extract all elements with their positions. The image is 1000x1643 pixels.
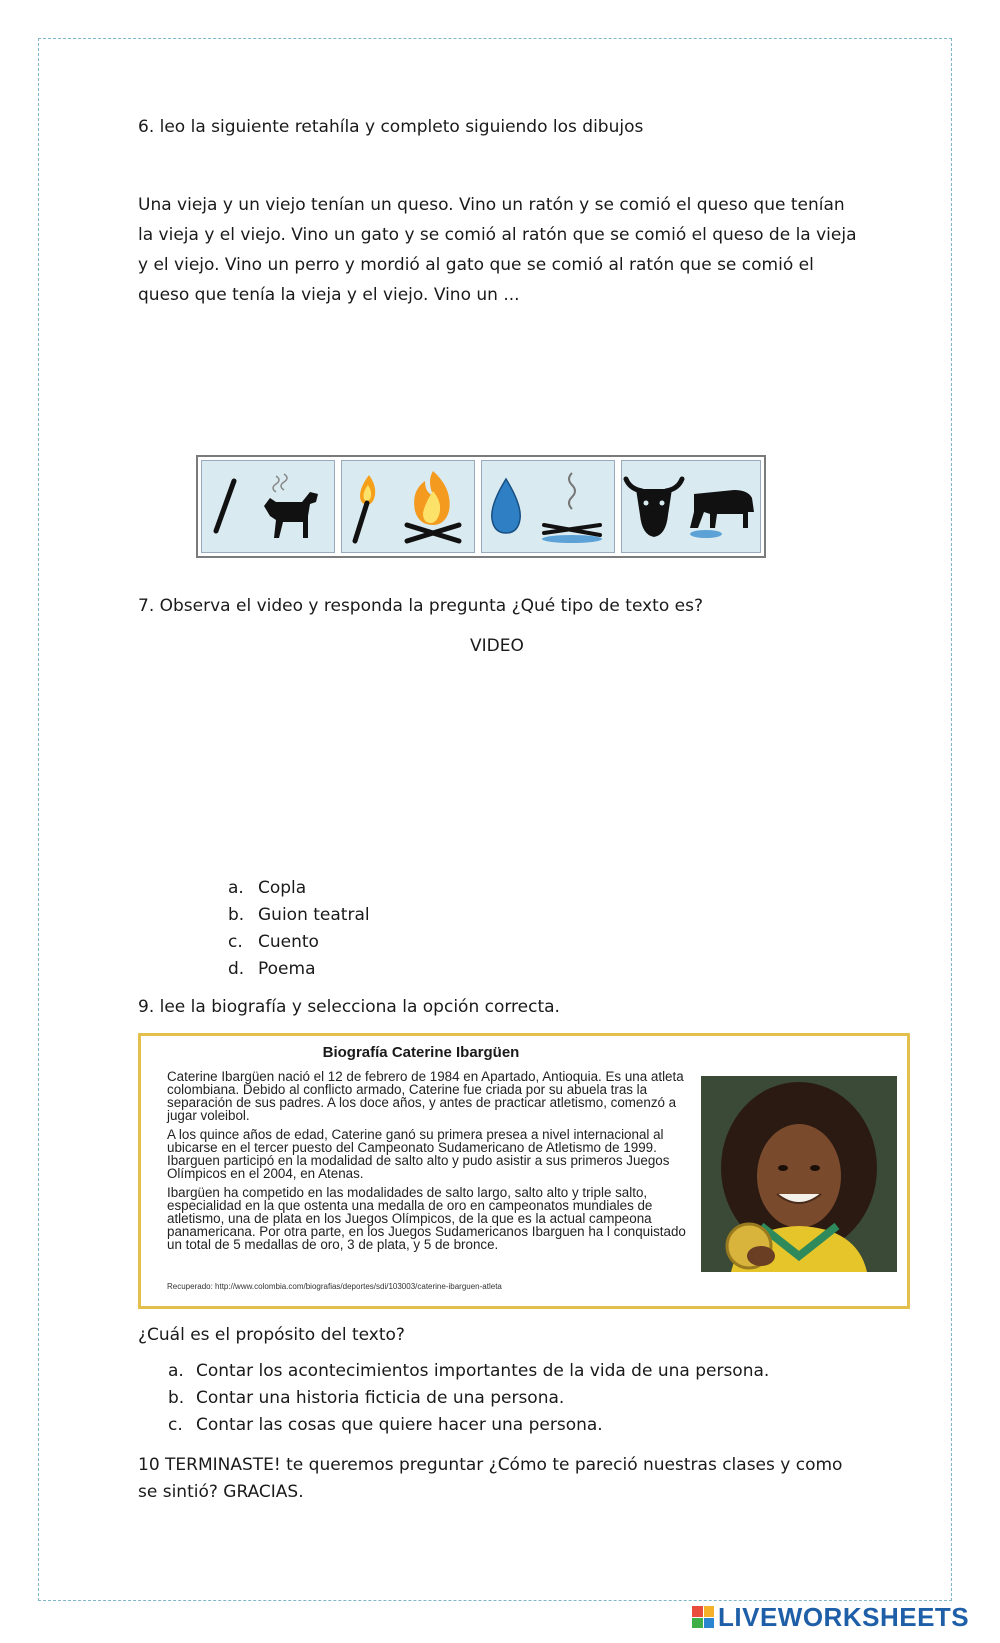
question-10-text: 10 TERMINASTE! te queremos preguntar ¿Cómo te pareció nuestras clases y como se sintió? GRACIAS. (138, 1455, 843, 1502)
option-text: Copla (258, 878, 307, 898)
athlete-photo (701, 1076, 897, 1272)
picture-strip (196, 455, 766, 558)
option-row[interactable] (228, 875, 370, 902)
picture-panel-1 (201, 460, 335, 553)
option-text: Contar los acontecimientos importantes de la vida de una persona. (196, 1361, 770, 1381)
campfire-icon (397, 467, 469, 547)
biography-title: Biografía Caterine Ibargüen (322, 1044, 520, 1061)
option-letter: c. (228, 932, 243, 952)
biography-box (138, 1033, 910, 1309)
biography-paragraph: Ibargüen ha competido en las modalidades de salto largo, salto alto y triple salto, especialidad en la que ostenta una medalla de oro en campeonatos mundiales de atletismo, una de plata en los Juegos Olímpicos, de la que es la actual campeona panamericana. Por otra parte, en los Juegos Sudamericanos Ibarguen ha l conquistado un total de 5 medallas de oro, 3 de plata, y 5 de bronce. (167, 1185, 686, 1252)
option-row[interactable] (168, 1358, 769, 1385)
option-row[interactable] (168, 1385, 769, 1412)
option-row[interactable] (228, 929, 370, 956)
story-text: Una vieja y un viejo tenían un queso. Vino un ratón y se comió el queso que tenían la vieja y el viejo. Vino un gato y se comió al ratón que se comió el queso de la vieja y el viejo. Vino un perro y mordió al gato que se comió al ratón que se comió el queso que tenía la vieja y el viejo. Vino un ... (138, 195, 857, 305)
video-placeholder[interactable]: VIDEO (470, 636, 524, 656)
athlete-portrait-icon (701, 1076, 897, 1272)
option-letter: a. (228, 878, 244, 898)
option-row[interactable] (228, 956, 370, 983)
option-text: Cuento (258, 932, 319, 952)
ox-drinking-icon (686, 472, 760, 542)
option-letter: b. (228, 905, 245, 925)
question-9-options (168, 1358, 769, 1439)
extinguished-fire-icon (536, 469, 608, 545)
option-text: Poema (258, 959, 316, 979)
option-letter: b. (168, 1388, 185, 1408)
biography-source: Recuperado: http://www.colombia.com/biografias/deportes/sdi/103003/caterine-ibarguen-atleta (167, 1282, 502, 1291)
option-letter: c. (168, 1415, 183, 1435)
option-text: Contar una historia ficticia de una persona. (196, 1388, 565, 1408)
logo-text: LIVEWORKSHEETS (718, 1601, 970, 1632)
biography-paragraph: A los quince años de edad, Caterine ganó su primera presea a nivel internacional al ubicarse en el tercer puesto del Campeonato Sudamericano de Atletismo de 1999. Ibarguen participó en la modalidad de salto alto y pudo asistir a sus primeros Juegos Olímpicos en el 2004, en Atenas. (167, 1127, 670, 1181)
question-6-prompt: 6. leo la siguiente retahíla y completo siguiendo los dibujos (138, 117, 644, 137)
stick-icon (210, 477, 240, 537)
purpose-question: ¿Cuál es el propósito del texto? (138, 1325, 405, 1345)
biography-text (167, 1070, 697, 1257)
dog-icon (256, 472, 326, 542)
liveworksheets-logo (692, 1597, 969, 1637)
question-7-options (228, 875, 370, 983)
option-letter: a. (168, 1361, 184, 1381)
match-flame-icon (347, 469, 387, 545)
option-row[interactable] (168, 1412, 769, 1439)
option-row[interactable] (228, 902, 370, 929)
water-drop-icon (488, 475, 524, 539)
question-9-prompt: 9. lee la biografía y selecciona la opción correcta. (138, 997, 560, 1017)
biography-paragraph: Caterine Ibargüen nació el 12 de febrero de 1984 en Apartado, Antioquia. Es una atleta colombiana. Debido al conflicto armado, Caterine fue criada por su abuela tras la separación de sus padres. A los doce años, y antes de practicar atletismo, comenzó a jugar voleibol. (167, 1069, 684, 1123)
logo-squares-icon (692, 1606, 714, 1628)
picture-panel-2 (341, 460, 475, 553)
option-text: Contar las cosas que quiere hacer una persona. (196, 1415, 603, 1435)
option-text: Guion teatral (258, 905, 370, 925)
option-letter: d. (228, 959, 245, 979)
picture-panel-3 (481, 460, 615, 553)
question-7-prompt: 7. Observa el video y responda la pregunta ¿Qué tipo de texto es? (138, 596, 703, 616)
picture-panel-4 (621, 460, 761, 553)
ox-head-icon (622, 471, 686, 543)
